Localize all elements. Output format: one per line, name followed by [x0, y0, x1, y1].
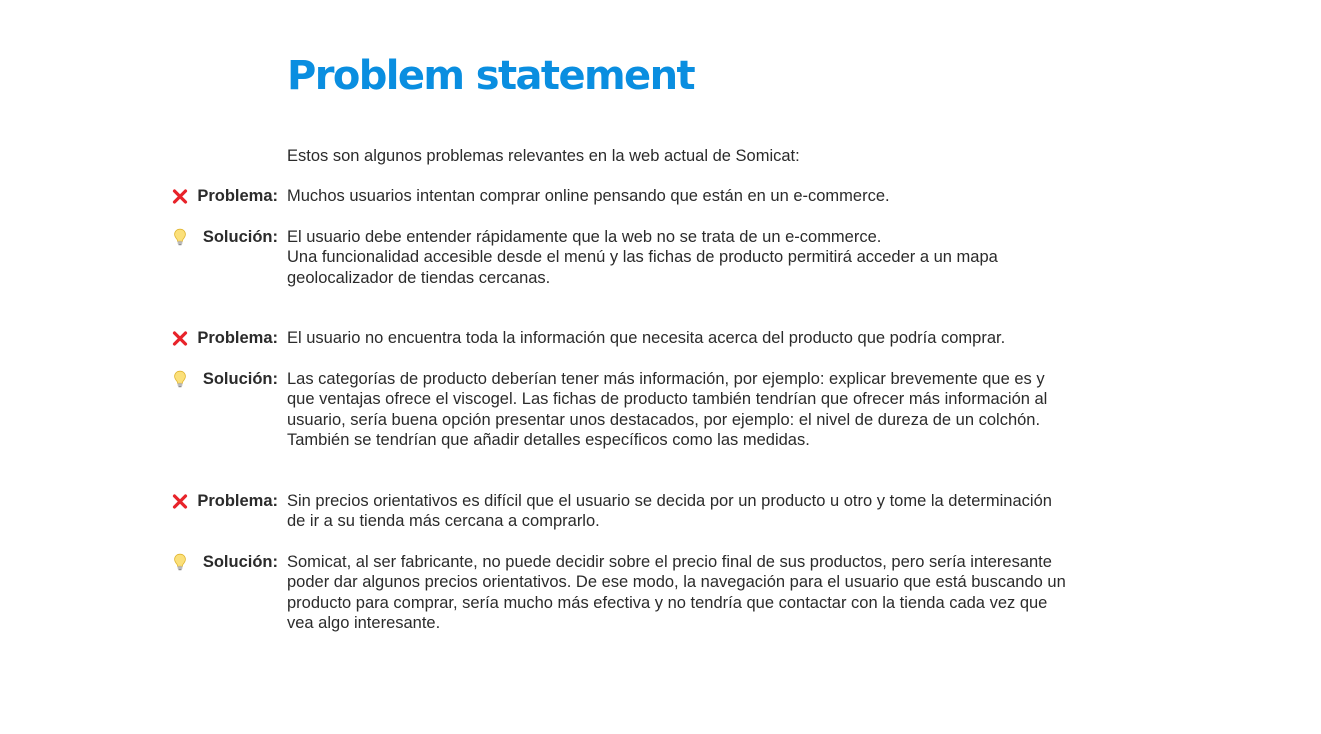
solution-text [287, 369, 1170, 450]
text-line: Las categorías de producto deberían tener más información, por ejemplo: explicar brevemente que es y [287, 370, 1045, 388]
text-line: Sin precios orientativos es difícil que el usuario se decida por un producto u otro y tome la determinación [287, 492, 1052, 510]
text-line: poder dar algunos precios orientativos. De ese modo, la navegación para el usuario que está buscando un [287, 573, 1066, 592]
cross-mark-icon [170, 186, 190, 206]
problem-label: Problema: [197, 329, 278, 347]
text-line: Una funcionalidad accesible desde el menú y las fichas de producto permitirá acceder a un mapa [287, 248, 998, 267]
intro-text: Estos son algunos problemas relevantes en la web actual de Somicat: [287, 147, 800, 165]
problem-row-1 [170, 186, 1170, 206]
text-line: vea algo interesante. [287, 613, 441, 632]
solution-row-2 [170, 369, 1170, 450]
problem-label-cell [170, 186, 287, 206]
problem-row-2 [170, 328, 1170, 348]
text-line: geolocalizador de tiendas cercanas. [287, 268, 551, 287]
solution-label-cell [170, 369, 287, 389]
solution-label: Solución: [202, 228, 278, 246]
text-line: que ventajas ofrece el viscogel. Las fichas de producto también tendrían que ofrecer más información al [287, 390, 1048, 409]
solution-text [287, 552, 1170, 633]
problem-label-cell [170, 491, 287, 511]
text-line: Muchos usuarios intentan comprar online pensando que están en un e-commerce. [287, 187, 890, 205]
problem-row-3 [170, 491, 1170, 532]
cross-mark-icon [170, 328, 190, 348]
solution-text [287, 227, 1170, 288]
text-line: de ir a su tienda más cercana a comprarlo. [287, 512, 600, 531]
page-title: Problem statement [287, 53, 694, 99]
text-line: El usuario debe entender rápidamente que la web no se trata de un e-commerce. [287, 228, 882, 246]
problem-label-cell [170, 328, 287, 348]
problem-text [287, 491, 1170, 532]
problem-label: Problema: [197, 187, 278, 205]
problem-text [287, 328, 1170, 348]
solution-row-3 [170, 552, 1170, 633]
text-line: producto para comprar, sería mucho más efectiva y no tendría que contactar con la tienda cada vez que [287, 593, 1048, 612]
problem-text [287, 186, 1170, 206]
solution-label-cell [170, 227, 287, 247]
cross-mark-icon [170, 491, 190, 511]
text-line: También se tendrían que añadir detalles específicos como las medidas. [287, 430, 810, 449]
solution-row-1 [170, 227, 1170, 288]
text-line: Somicat, al ser fabricante, no puede decidir sobre el precio final de sus productos, pero sería interesante [287, 553, 1052, 571]
solution-label: Solución: [202, 370, 278, 388]
problem-label: Problema: [197, 492, 278, 510]
text-line: El usuario no encuentra toda la información que necesita acerca del producto que podría comprar. [287, 329, 1006, 347]
light-bulb-icon [170, 227, 190, 247]
solution-label-cell [170, 552, 287, 572]
light-bulb-icon [170, 552, 190, 572]
light-bulb-icon [170, 369, 190, 389]
text-line: usuario, sería buena opción presentar unos destacados, por ejemplo: el nivel de dureza de un colchón. [287, 410, 1041, 429]
solution-label: Solución: [202, 553, 278, 571]
